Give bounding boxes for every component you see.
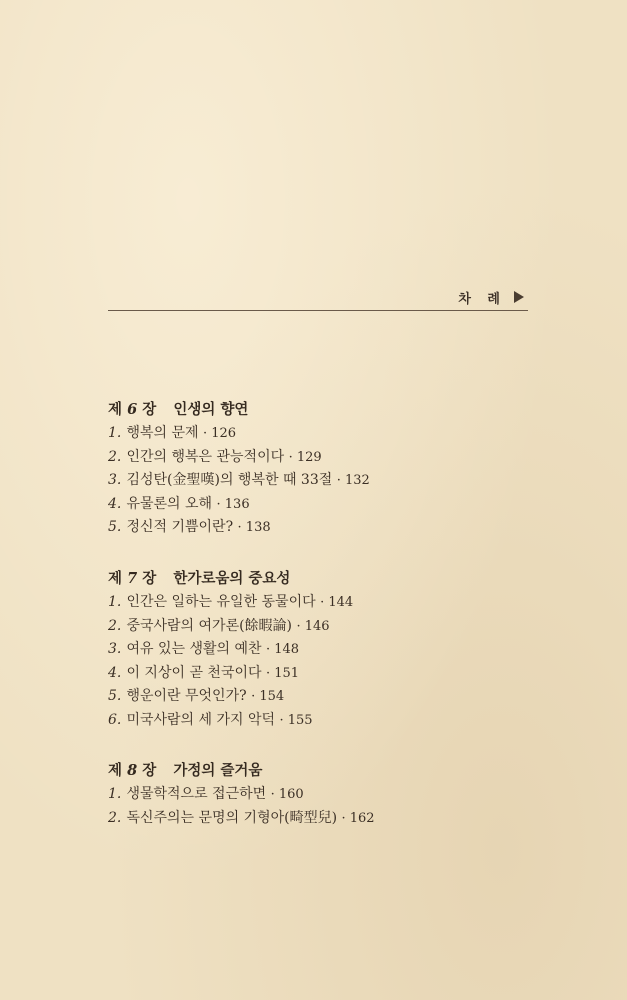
entry-title: 인간은 일하는 유일한 동물이다	[126, 594, 316, 610]
entry-number: 1.	[108, 786, 122, 802]
chapter-prefix: 제	[108, 401, 123, 418]
chapter-number: 8	[127, 762, 138, 779]
entry-title: 미국사람의 세 가지 악덕	[126, 711, 276, 728]
entry-title: 행복의 문제	[126, 425, 199, 441]
toc-entry	[108, 516, 548, 540]
entry-number: 5.	[108, 688, 122, 705]
chapter-heading	[108, 759, 548, 783]
chapter-6	[108, 398, 548, 540]
toc-entry	[108, 446, 548, 470]
entry-page: · 126	[202, 426, 237, 441]
chapter-suffix: 장	[142, 570, 157, 587]
entry-number: 4.	[108, 495, 122, 512]
entry-number: 6.	[108, 711, 122, 728]
toc-entry	[108, 422, 548, 446]
entry-page: · 132	[336, 473, 370, 489]
entry-number: 2.	[108, 809, 122, 826]
chapter-number: 7	[127, 570, 138, 587]
entry-title: 유물론의 오해	[126, 495, 213, 512]
entry-title: 정신적 기쁨이란?	[126, 519, 234, 536]
entry-number: 5.	[108, 519, 122, 536]
toc-entry	[108, 638, 548, 662]
entry-page: · 154	[251, 689, 285, 705]
chapter-title: 한가로움의 중요성	[173, 570, 291, 587]
toc-entry	[108, 591, 548, 615]
toc-entry	[108, 615, 548, 639]
entry-title: 여유 있는 생활의 예찬	[126, 641, 262, 658]
entry-page: · 146	[296, 618, 330, 634]
entry-page: · 160	[270, 787, 304, 802]
chapter-prefix: 제	[108, 570, 123, 587]
toc-entry	[108, 807, 548, 831]
entry-page: · 136	[216, 496, 250, 512]
entry-number: 3.	[108, 641, 122, 658]
triangle-right-icon	[514, 291, 524, 303]
entry-title: 중국사람의 여가론(餘暇論)	[126, 617, 293, 634]
toc-entry	[108, 469, 548, 493]
entry-page: · 138	[237, 520, 271, 536]
entry-number: 1.	[108, 594, 122, 610]
toc-entry	[108, 783, 548, 807]
toc-entry	[108, 709, 548, 733]
entry-number: 4.	[108, 664, 122, 681]
entry-number: 1.	[108, 425, 122, 441]
entry-page: · 148	[265, 642, 300, 658]
chapter-number: 6	[127, 401, 138, 418]
entry-number: 3.	[108, 472, 122, 489]
entry-page: · 155	[279, 712, 313, 728]
chapter-8	[108, 759, 548, 830]
toc-entry	[108, 662, 548, 686]
chapter-heading	[108, 567, 548, 591]
chapter-suffix: 장	[142, 762, 157, 779]
header-rule	[108, 310, 528, 311]
entry-page: · 151	[265, 665, 300, 681]
entry-title: 행운이란 무엇인가?	[126, 688, 247, 705]
entry-title: 독신주의는 문명의 기형아(畸型兒)	[126, 809, 338, 826]
entry-number: 2.	[108, 448, 122, 465]
entry-title: 이 지상이 곧 천국이다	[126, 664, 262, 681]
chapter-suffix: 장	[142, 401, 157, 418]
chapter-heading	[108, 398, 548, 422]
entry-page: · 162	[341, 810, 375, 826]
entry-title: 인간의 행복은 관능적이다	[126, 448, 285, 465]
section-title: 차 례	[458, 292, 506, 307]
entry-title: 김성탄(金聖嘆)의 행복한 때 33절	[126, 472, 333, 489]
running-header	[108, 284, 528, 312]
chapter-7	[108, 567, 548, 733]
chapter-title: 인생의 향연	[173, 401, 249, 418]
toc-entry	[108, 493, 548, 517]
entry-number: 2.	[108, 617, 122, 634]
entry-page: · 129	[288, 449, 322, 465]
chapter-title: 가정의 즐거움	[173, 762, 263, 779]
toc-entry	[108, 685, 548, 709]
chapter-prefix: 제	[108, 762, 123, 779]
entry-page: · 144	[320, 595, 354, 610]
entry-title: 생물학적으로 접근하면	[126, 786, 267, 802]
